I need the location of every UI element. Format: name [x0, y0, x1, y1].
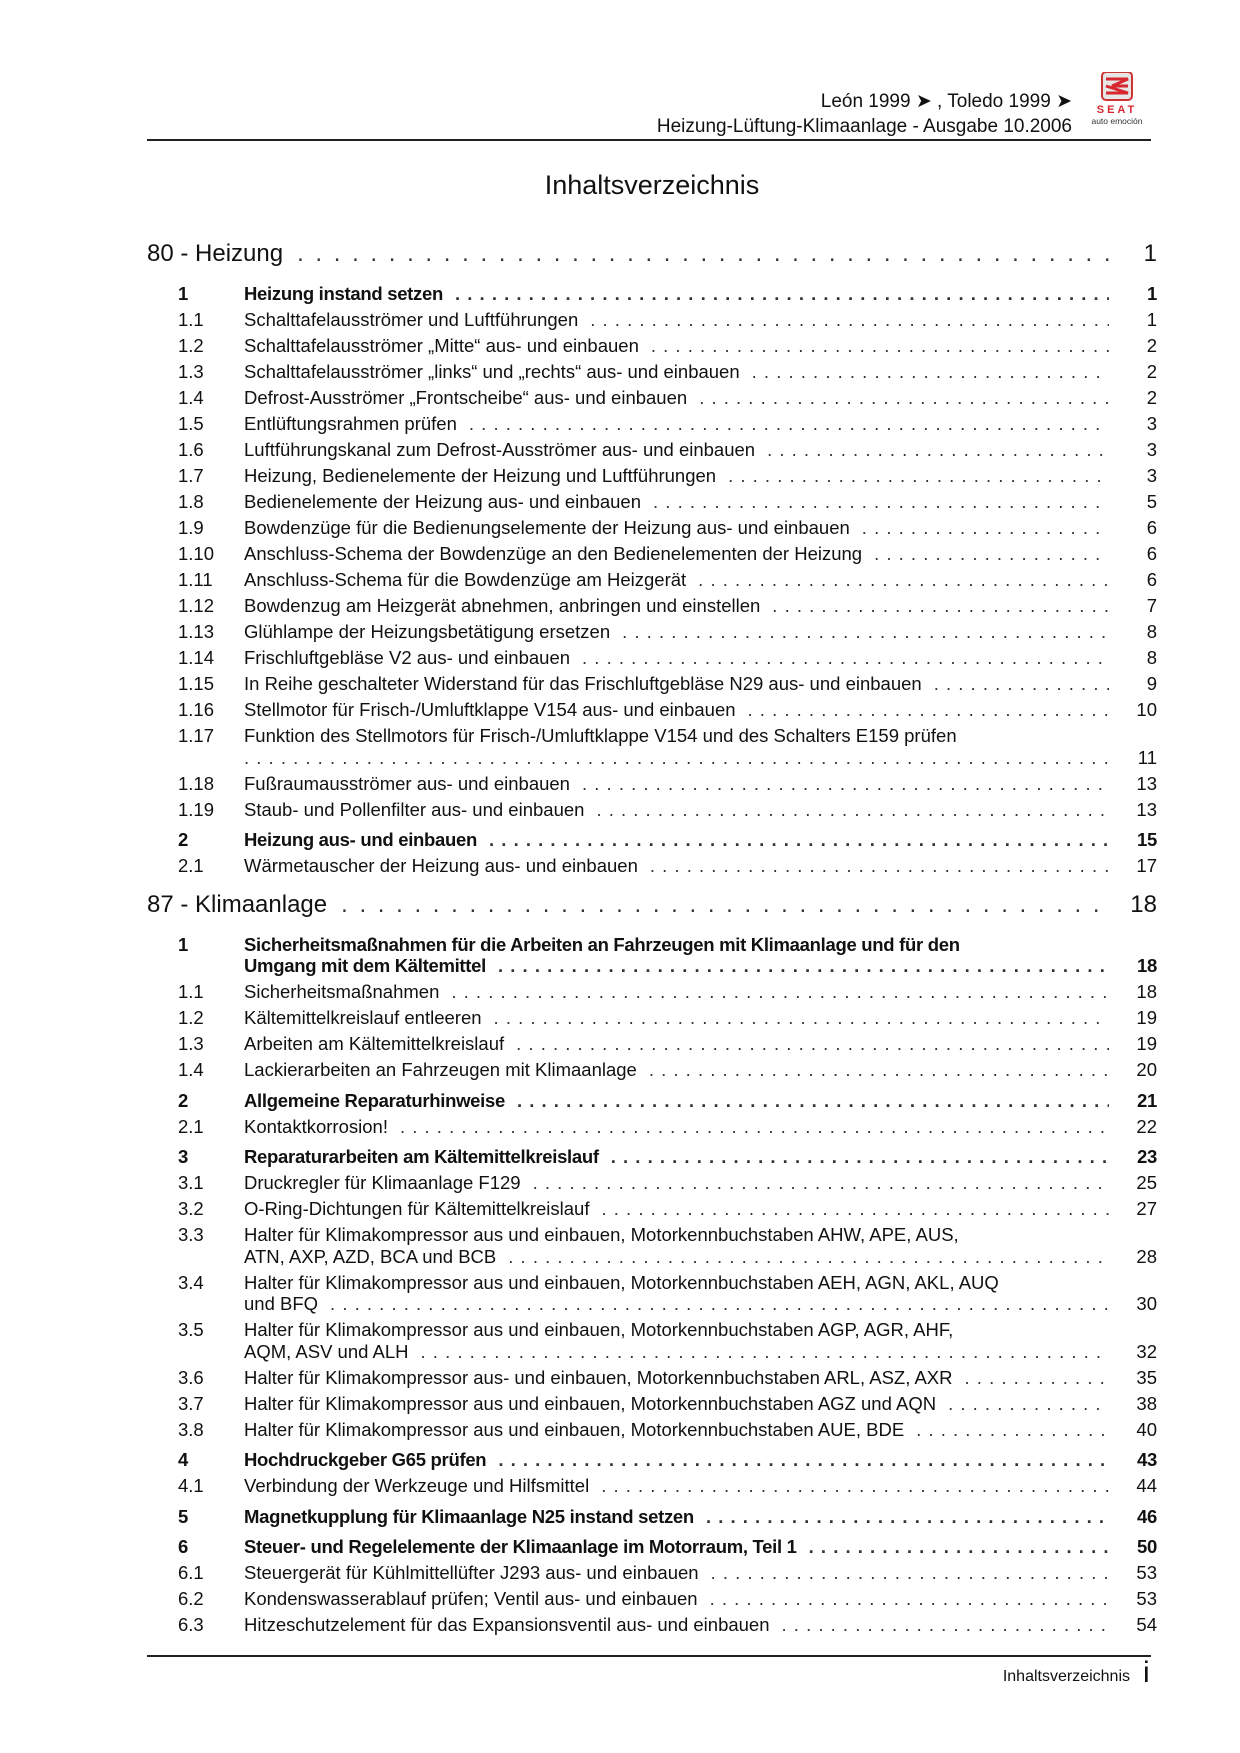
dot-leader [934, 673, 1109, 695]
toc-entry[interactable] [147, 1584, 1157, 1610]
entry-page-number: 30 [1136, 1293, 1157, 1314]
toc-entry-line [147, 1506, 1157, 1528]
entry-number: 1 [178, 283, 188, 304]
entry-title: Hochdruckgeber G65 prüfen [244, 1449, 487, 1470]
toc-entry[interactable] [147, 820, 1157, 851]
entry-title-continued: AQM, ASV und ALH [244, 1340, 409, 1362]
toc-entry[interactable] [147, 1003, 1157, 1029]
dot-leader [698, 569, 1109, 591]
entry-page-number: 19 [1136, 1007, 1157, 1028]
dot-leader [650, 855, 1109, 877]
entry-page-number: 2 [1146, 361, 1157, 382]
entry-title: Verbindung der Werkzeuge und Hilfsmittel [244, 1475, 590, 1496]
entry-title: Heizung instand setzen [244, 283, 443, 304]
entry-page-number: 8 [1146, 621, 1157, 642]
entry-number: 1.8 [178, 491, 204, 512]
entry-number: 1.1 [178, 981, 204, 1002]
toc-entry[interactable] [147, 331, 1157, 357]
entry-title: Schalttafelausströmer „links“ und „rechts“ aus- und einbauen [244, 361, 740, 382]
footer-rule [147, 1655, 1151, 1657]
dot-leader [748, 699, 1109, 721]
entry-page-number: 43 [1137, 1449, 1157, 1470]
entry-number: 2 [178, 829, 188, 850]
entry-page-number: 10 [1136, 699, 1157, 720]
entry-page-number: 20 [1136, 1059, 1157, 1080]
entry-title: Anschluss-Schema der Bowdenzüge an den Bedienelementen der Heizung [244, 543, 863, 564]
dot-leader [782, 1614, 1109, 1636]
entry-number: 3.2 [178, 1198, 204, 1219]
dot-leader [706, 1506, 1109, 1528]
dot-leader [244, 747, 1109, 769]
toc-entry[interactable] [147, 794, 1157, 820]
entry-title: Wärmetauscher der Heizung aus- und einbauen [244, 855, 638, 876]
toc-entry-line [147, 647, 1157, 669]
entry-number: 3 [178, 1146, 188, 1167]
entry-title: Halter für Klimakompressor aus- und einbauen, Motorkennbuchstaben ARL, ASZ, AXR [244, 1366, 953, 1388]
toc-entry-line [147, 1198, 1157, 1220]
entry-title: Halter für Klimakompressor aus und einbauen, Motorkennbuchstaben AEH, AGN, AKL, AUQ [244, 1271, 999, 1293]
toc-entry[interactable] [147, 1497, 1157, 1528]
toc-entry[interactable] [147, 591, 1157, 617]
toc-entry[interactable] [147, 1055, 1157, 1081]
dot-leader [711, 1562, 1109, 1584]
toc-entry-line [147, 1246, 1157, 1268]
toc-entry[interactable] [147, 1081, 1157, 1112]
entry-title: Fußraumausströmer aus- und einbauen [244, 772, 570, 794]
toc-entry[interactable] [147, 1194, 1157, 1220]
dot-leader [651, 335, 1109, 357]
entry-page-number: 46 [1137, 1505, 1157, 1527]
toc-entry[interactable] [147, 1558, 1157, 1584]
dot-leader [297, 240, 1109, 268]
toc-entry[interactable] [147, 1610, 1157, 1636]
entry-page-number: 7 [1146, 595, 1157, 616]
toc-section-heading[interactable] [147, 891, 1157, 925]
entry-title: Funktion des Stellmotors für Frisch-/Umluftklappe V154 und des Schalters E159 prüfen [244, 725, 957, 746]
toc-entry[interactable] [147, 851, 1157, 877]
dot-leader [916, 1419, 1109, 1441]
toc-entry[interactable] [147, 721, 1157, 769]
toc-entry-line [147, 1224, 1157, 1246]
entry-number: 3.7 [178, 1392, 204, 1414]
toc-entry-line [147, 1536, 1157, 1558]
entry-number: 1 [178, 933, 188, 955]
entry-page-number: 9 [1146, 673, 1157, 694]
toc-entry-line [147, 1449, 1157, 1471]
entry-page-number: 6 [1146, 569, 1157, 590]
toc-entry-line [147, 855, 1157, 877]
toc-section-heading[interactable] [147, 240, 1157, 274]
toc-entry-line [147, 1059, 1157, 1081]
dot-leader [653, 491, 1109, 513]
entry-title: Stellmotor für Frisch-/Umluftklappe V154 aus- und einbauen [244, 699, 736, 720]
entry-number: 5 [178, 1505, 188, 1527]
toc-entry[interactable] [147, 305, 1157, 331]
toc-entry[interactable] [147, 1267, 1157, 1315]
entry-page-number: 21 [1137, 1089, 1157, 1111]
entry-number: 6.3 [178, 1614, 204, 1635]
toc-entry[interactable] [147, 1388, 1157, 1414]
entry-page-number: 8 [1146, 647, 1157, 668]
entry-title-continued: und BFQ [244, 1293, 319, 1314]
entry-page-number: 18 [1136, 981, 1157, 1002]
svg-text:SEAT: SEAT [1096, 104, 1138, 116]
entry-title: Steuer- und Regelelemente der Klimaanlage im Motorraum, Teil 1 [244, 1536, 797, 1557]
entry-title: Sicherheitsmaßnahmen [244, 981, 440, 1002]
dot-leader [341, 891, 1109, 919]
entry-page-number: 40 [1136, 1418, 1157, 1440]
toc-entry[interactable] [147, 487, 1157, 513]
toc-entry-line [147, 543, 1157, 565]
entry-number: 1.2 [178, 1007, 204, 1028]
toc-entry-line [147, 465, 1157, 487]
toc-entry-line [147, 1007, 1157, 1029]
entry-number: 2.1 [178, 1115, 204, 1137]
dot-leader [649, 1059, 1109, 1081]
entry-number: 3.4 [178, 1271, 204, 1293]
entry-number: 1.3 [178, 1033, 204, 1054]
entry-page-number: 53 [1136, 1588, 1157, 1609]
toc-entry-line [147, 1116, 1157, 1138]
entry-title-continued: ATN, AXP, AZD, BCA und BCB [244, 1245, 497, 1267]
toc-entry[interactable] [147, 695, 1157, 721]
toc-entry-line [147, 1033, 1157, 1055]
toc-entry[interactable] [147, 1440, 1157, 1471]
toc-entry-line [147, 673, 1157, 695]
entry-number: 6.1 [178, 1562, 204, 1583]
toc-entry[interactable] [147, 1168, 1157, 1194]
toc-entry[interactable] [147, 539, 1157, 565]
entry-page-number: 50 [1137, 1536, 1157, 1557]
toc-entry[interactable] [147, 1029, 1157, 1055]
seat-logo [1082, 72, 1154, 128]
entry-page-number: 28 [1136, 1245, 1157, 1267]
toc-entry-line [147, 799, 1157, 821]
toc-entry-line [147, 1588, 1157, 1610]
dot-leader [516, 1033, 1109, 1055]
entry-number: 1.6 [178, 439, 204, 460]
entry-page-number: 35 [1136, 1366, 1157, 1388]
entry-title: Arbeiten am Kältemittelkreislauf [244, 1033, 505, 1054]
dot-leader [582, 647, 1109, 669]
dot-leader [728, 465, 1109, 487]
toc-entry-line [147, 361, 1157, 383]
dot-leader [508, 1246, 1109, 1268]
entry-number: 1.16 [178, 699, 215, 720]
entry-page-number: 15 [1137, 829, 1157, 850]
toc-entry-line [147, 1393, 1157, 1415]
toc-entry-line [147, 1172, 1157, 1194]
toc-entry-line [147, 1146, 1157, 1168]
svg-text:auto emoción: auto emoción [1091, 116, 1143, 126]
header-rule [147, 139, 1151, 141]
entry-title: Bedienelemente der Heizung aus- und einbauen [244, 491, 642, 512]
entry-title: Magnetkupplung für Klimaanlage N25 instand setzen [244, 1505, 694, 1527]
header-models: León 1999 ➤ , Toledo 1999 ➤ [820, 91, 1072, 112]
entry-number: 2 [178, 1089, 188, 1111]
toc-entry-line [147, 1562, 1157, 1584]
toc-entry[interactable] [147, 617, 1157, 643]
dot-leader [965, 1367, 1109, 1389]
toc-entry-line [147, 335, 1157, 357]
toc-entry-line [147, 283, 1157, 305]
entry-number: 1.1 [178, 309, 204, 330]
entry-page-number: 53 [1136, 1562, 1157, 1583]
dot-leader [862, 517, 1109, 539]
seat-logo-icon [1082, 72, 1154, 128]
toc-entry-line [147, 1319, 1157, 1341]
entry-title: Heizung, Bedienelemente der Heizung und Luftführungen [244, 465, 717, 486]
entry-number: 1.15 [178, 673, 215, 694]
table-of-contents [147, 240, 1157, 1636]
section-title: 80 - Heizung [147, 240, 284, 267]
toc-entry[interactable] [147, 925, 1157, 977]
section-page-number: 18 [1130, 890, 1157, 918]
toc-entry-line [147, 595, 1157, 617]
dot-leader [601, 1475, 1109, 1497]
dot-leader [874, 543, 1109, 565]
toc-entry[interactable] [147, 1111, 1157, 1137]
entry-title: Entlüftungsrahmen prüfen [244, 413, 457, 434]
entry-page-number: 5 [1146, 491, 1157, 512]
entry-title: Halter für Klimakompressor aus und einbauen, Motorkennbuchstaben AGZ und AQN [244, 1392, 937, 1414]
entry-title: Halter für Klimakompressor aus und einbauen, Motorkennbuchstaben AUE, BDE [244, 1418, 905, 1440]
entry-title: Kältemittelkreislauf entleeren [244, 1007, 482, 1028]
entry-title: Druckregler für Klimaanlage F129 [244, 1172, 521, 1193]
entry-title: In Reihe geschalteter Widerstand für das Frischluftgebläse N29 aus- und einbauen [244, 673, 922, 694]
entry-number: 1.9 [178, 517, 204, 538]
footer-page-number: i [1143, 1656, 1150, 1689]
entry-title: Halter für Klimakompressor aus und einbauen, Motorkennbuchstaben AGP, AGR, AHF, [244, 1319, 954, 1340]
entry-page-number: 3 [1146, 439, 1157, 460]
entry-number: 1.13 [178, 621, 215, 642]
entry-title: Anschluss-Schema für die Bowdenzüge am Heizgerät [244, 569, 687, 590]
dot-leader [582, 773, 1109, 795]
toc-entry[interactable] [147, 1414, 1157, 1440]
toc-entry-line [147, 981, 1157, 1003]
dot-leader [767, 439, 1109, 461]
entry-number: 1.11 [178, 569, 213, 590]
dot-leader [421, 1341, 1109, 1363]
entry-page-number: 18 [1137, 955, 1157, 976]
entry-title: Halter für Klimakompressor aus und einbauen, Motorkennbuchstaben AHW, APE, AUS, [244, 1224, 959, 1245]
toc-entry[interactable] [147, 435, 1157, 461]
toc-entry-line [147, 1293, 1157, 1315]
entry-number: 1.4 [178, 1059, 204, 1080]
dot-leader [611, 1146, 1109, 1168]
entry-title: Hitzeschutzelement für das Expansionsventil aus- und einbauen [244, 1614, 770, 1635]
toc-entry[interactable] [147, 669, 1157, 695]
entry-title: Kontaktkorrosion! [244, 1115, 388, 1137]
section-page-number: 1 [1143, 240, 1157, 267]
dot-leader [710, 1588, 1109, 1610]
toc-entry-line [147, 699, 1157, 721]
entry-title: Bowdenzug am Heizgerät abnehmen, anbringen und einstellen [244, 595, 761, 616]
entry-page-number: 17 [1136, 855, 1157, 876]
entry-page-number: 22 [1136, 1115, 1157, 1137]
header-subject: Heizung-Lüftung-Klimaanlage - Ausgabe 10.2006 [656, 116, 1072, 137]
entry-number: 1.18 [178, 772, 215, 794]
toc-entry-line [147, 1419, 1157, 1441]
entry-page-number: 2 [1146, 387, 1157, 408]
dot-leader [533, 1172, 1109, 1194]
entry-page-number: 25 [1136, 1172, 1157, 1193]
dot-leader [494, 1007, 1109, 1029]
entry-title: Staub- und Pollenfilter aus- und einbauen [244, 798, 585, 820]
entry-number: 1.3 [178, 361, 204, 382]
toc-entry[interactable] [147, 357, 1157, 383]
dot-leader [489, 829, 1109, 851]
entry-title: Luftführungskanal zum Defrost-Ausströmer aus- und einbauen [244, 439, 756, 460]
toc-entry-line [147, 1090, 1157, 1112]
entry-page-number: 54 [1136, 1614, 1157, 1635]
toc-entry-line [147, 569, 1157, 591]
entry-number: 1.12 [178, 595, 215, 616]
toc-entry-line [147, 1341, 1157, 1363]
entry-page-number: 6 [1146, 543, 1157, 564]
toc-entry-line [147, 955, 1157, 977]
entry-title: Kondenswasserablauf prüfen; Ventil aus- und einbauen [244, 1588, 698, 1609]
entry-page-number: 11 [1137, 746, 1157, 768]
entry-number: 1.2 [178, 335, 204, 356]
toc-entry[interactable] [147, 1362, 1157, 1388]
dot-leader [469, 413, 1109, 435]
dot-leader [699, 387, 1109, 409]
entry-page-number: 6 [1146, 517, 1157, 538]
entry-number: 6 [178, 1536, 188, 1557]
entry-number: 3.5 [178, 1319, 204, 1340]
entry-number: 1.14 [178, 647, 215, 668]
dot-leader [498, 955, 1109, 977]
dot-leader [330, 1293, 1109, 1315]
toc-entry[interactable] [147, 1220, 1157, 1268]
entry-number: 3.6 [178, 1366, 204, 1388]
entry-number: 1.5 [178, 413, 204, 434]
toc-entry[interactable] [147, 409, 1157, 435]
entry-number: 6.2 [178, 1588, 204, 1609]
dot-leader [451, 981, 1109, 1003]
entry-page-number: 3 [1146, 465, 1157, 486]
entry-title: Glühlampe der Heizungsbetätigung ersetzen [244, 621, 611, 642]
entry-title: Bowdenzüge für die Bedienungselemente der Heizung aus- und einbauen [244, 517, 850, 538]
entry-page-number: 23 [1137, 1146, 1157, 1167]
dot-leader [948, 1393, 1109, 1415]
entry-title-continued: Umgang mit dem Kältemittel [244, 955, 486, 976]
entry-page-number: 3 [1146, 413, 1157, 434]
entry-page-number: 38 [1136, 1392, 1157, 1414]
entry-number: 1.7 [178, 465, 204, 486]
toc-entry[interactable] [147, 274, 1157, 305]
entry-title: Schalttafelausströmer „Mitte“ aus- und einbauen [244, 335, 639, 356]
toc-entry-line [147, 309, 1157, 331]
entry-number: 2.1 [178, 855, 204, 876]
entry-number: 4.1 [178, 1475, 204, 1496]
entry-page-number: 44 [1136, 1475, 1157, 1496]
toc-entry-line [147, 1272, 1157, 1294]
dot-leader [601, 1198, 1109, 1220]
entry-page-number: 13 [1136, 772, 1157, 794]
entry-number: 1.4 [178, 387, 204, 408]
dot-leader [455, 283, 1109, 305]
entry-number: 1.17 [178, 725, 215, 746]
page-title: Inhaltsverzeichnis [544, 170, 760, 200]
dot-leader [622, 621, 1109, 643]
footer-label: Inhaltsverzeichnis [1002, 1668, 1130, 1685]
dot-leader [590, 309, 1109, 331]
entry-page-number: 27 [1136, 1198, 1157, 1219]
toc-entry[interactable] [147, 461, 1157, 487]
entry-title: O-Ring-Dichtungen für Kältemittelkreislauf [244, 1198, 590, 1219]
toc-entry[interactable] [147, 977, 1157, 1003]
dot-leader [596, 799, 1109, 821]
toc-entry-line [147, 621, 1157, 643]
entry-title: Reparaturarbeiten am Kältemittelkreislauf [244, 1146, 599, 1167]
toc-entry-line [147, 747, 1157, 769]
entry-title: Heizung aus- und einbauen [244, 829, 478, 850]
toc-entry-line [147, 1614, 1157, 1636]
entry-title: Allgemeine Reparaturhinweise [244, 1089, 505, 1111]
entry-title: Sicherheitsmaßnahmen für die Arbeiten an Fahrzeugen mit Klimaanlage und für den [244, 933, 960, 955]
toc-entry[interactable] [147, 643, 1157, 669]
entry-page-number: 1 [1146, 309, 1157, 330]
dot-leader [752, 361, 1109, 383]
toc-entry-line [147, 934, 1157, 956]
toc-entry-line [147, 773, 1157, 795]
dot-leader [772, 595, 1109, 617]
entry-page-number: 32 [1136, 1340, 1157, 1362]
toc-entry[interactable] [147, 513, 1157, 539]
entry-number: 1.10 [178, 543, 215, 564]
entry-page-number: 19 [1136, 1033, 1157, 1054]
toc-entry[interactable] [147, 1315, 1157, 1363]
entry-title: Defrost-Ausströmer „Frontscheibe“ aus- und einbauen [244, 387, 688, 408]
toc-entry[interactable] [147, 1137, 1157, 1168]
entry-number: 4 [178, 1449, 188, 1470]
entry-title: Lackierarbeiten an Fahrzeugen mit Klimaanlage [244, 1059, 637, 1080]
entry-number: 1.19 [178, 798, 215, 820]
toc-entry-line [147, 517, 1157, 539]
entry-page-number: 2 [1146, 335, 1157, 356]
entry-title: Frischluftgebläse V2 aus- und einbauen [244, 647, 571, 668]
entry-title: Schalttafelausströmer und Luftführungen [244, 309, 579, 330]
toc-entry[interactable] [147, 1527, 1157, 1558]
entry-number: 3.3 [178, 1224, 204, 1245]
toc-entry-line [147, 413, 1157, 435]
toc-entry[interactable] [147, 1471, 1157, 1497]
dot-leader [809, 1536, 1109, 1558]
entry-title: Steuergerät für Kühlmittellüfter J293 aus- und einbauen [244, 1562, 699, 1583]
entry-page-number: 1 [1147, 283, 1157, 304]
entry-number: 3.1 [178, 1172, 204, 1193]
toc-entry-line [147, 1367, 1157, 1389]
toc-entry-line [147, 491, 1157, 513]
toc-entry-line [147, 725, 1157, 747]
toc-entry-line [147, 387, 1157, 409]
section-title: 87 - Klimaanlage [147, 890, 328, 918]
toc-entry-line [147, 829, 1157, 851]
toc-entry[interactable] [147, 383, 1157, 409]
dot-leader [517, 1090, 1109, 1112]
dot-leader [400, 1116, 1109, 1138]
entry-number: 3.8 [178, 1418, 204, 1440]
toc-entry[interactable] [147, 565, 1157, 591]
dot-leader [498, 1449, 1109, 1471]
entry-page-number: 13 [1136, 798, 1157, 820]
toc-entry[interactable] [147, 768, 1157, 794]
toc-entry-line [147, 1475, 1157, 1497]
toc-entry-line [147, 439, 1157, 461]
